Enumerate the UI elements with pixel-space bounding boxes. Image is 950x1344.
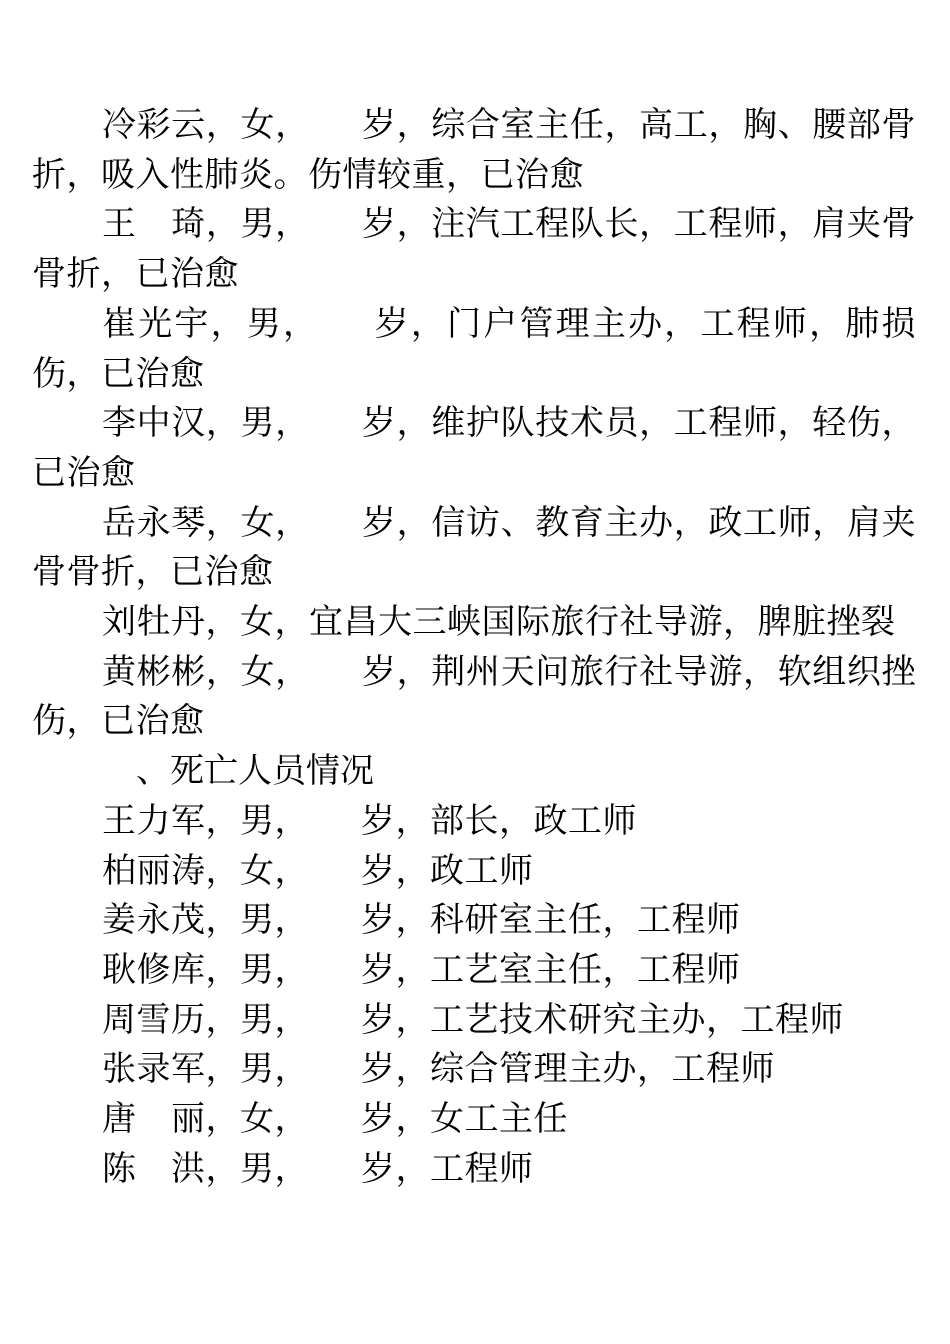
deceased-entry: 唐 丽，女， 岁，女工主任 [102,1099,568,1140]
deceased-entry: 柏丽涛，女， 岁，政工师 [102,850,534,891]
deceased-entry: 王力军，男， 岁，部长，政工师 [102,800,637,841]
deceased-entry: 周雪历，男， 岁，工艺技术研究主办，工程师 [102,999,844,1040]
injured-entry: 岳永琴，女， 岁，信访、教育主办，政工师，肩夹骨骨折，已治愈 [32,502,916,593]
deceased-entry: 耿修库，男， 岁，工艺室主任，工程师 [102,949,741,990]
injured-entry: 黄彬彬，女， 岁，荆州天问旅行社导游，软组织挫伤，已治愈 [32,651,916,742]
document-body [32,101,916,1194]
injured-entry: 崔光宇，男， 岁，门户管理主办，工程师，肺损伤，已治愈 [32,303,916,394]
deceased-entry: 张录军，男， 岁，综合管理主办，工程师 [102,1049,775,1090]
injured-entry: 王 琦，男， 岁，注汽工程队长，工程师，肩夹骨骨折，已治愈 [32,204,916,295]
injured-entry: 刘牡丹，女，宜昌大三峡国际旅行社导游，脾脏挫裂 [102,602,896,643]
deceased-section-heading: 、死亡人员情况 [102,751,374,792]
injured-entry: 李中汉，男， 岁，维护队技术员，工程师，轻伤，已治愈 [32,403,916,493]
deceased-entry: 姜永茂，男， 岁，科研室主任，工程师 [102,900,741,941]
deceased-entry: 陈 洪，男， 岁，工程师 [102,1148,534,1189]
injured-entry: 冷彩云，女， 岁，综合室主任，高工，胸、腰部骨折，吸入性肺炎。伤情较重，已治愈 [32,105,916,195]
